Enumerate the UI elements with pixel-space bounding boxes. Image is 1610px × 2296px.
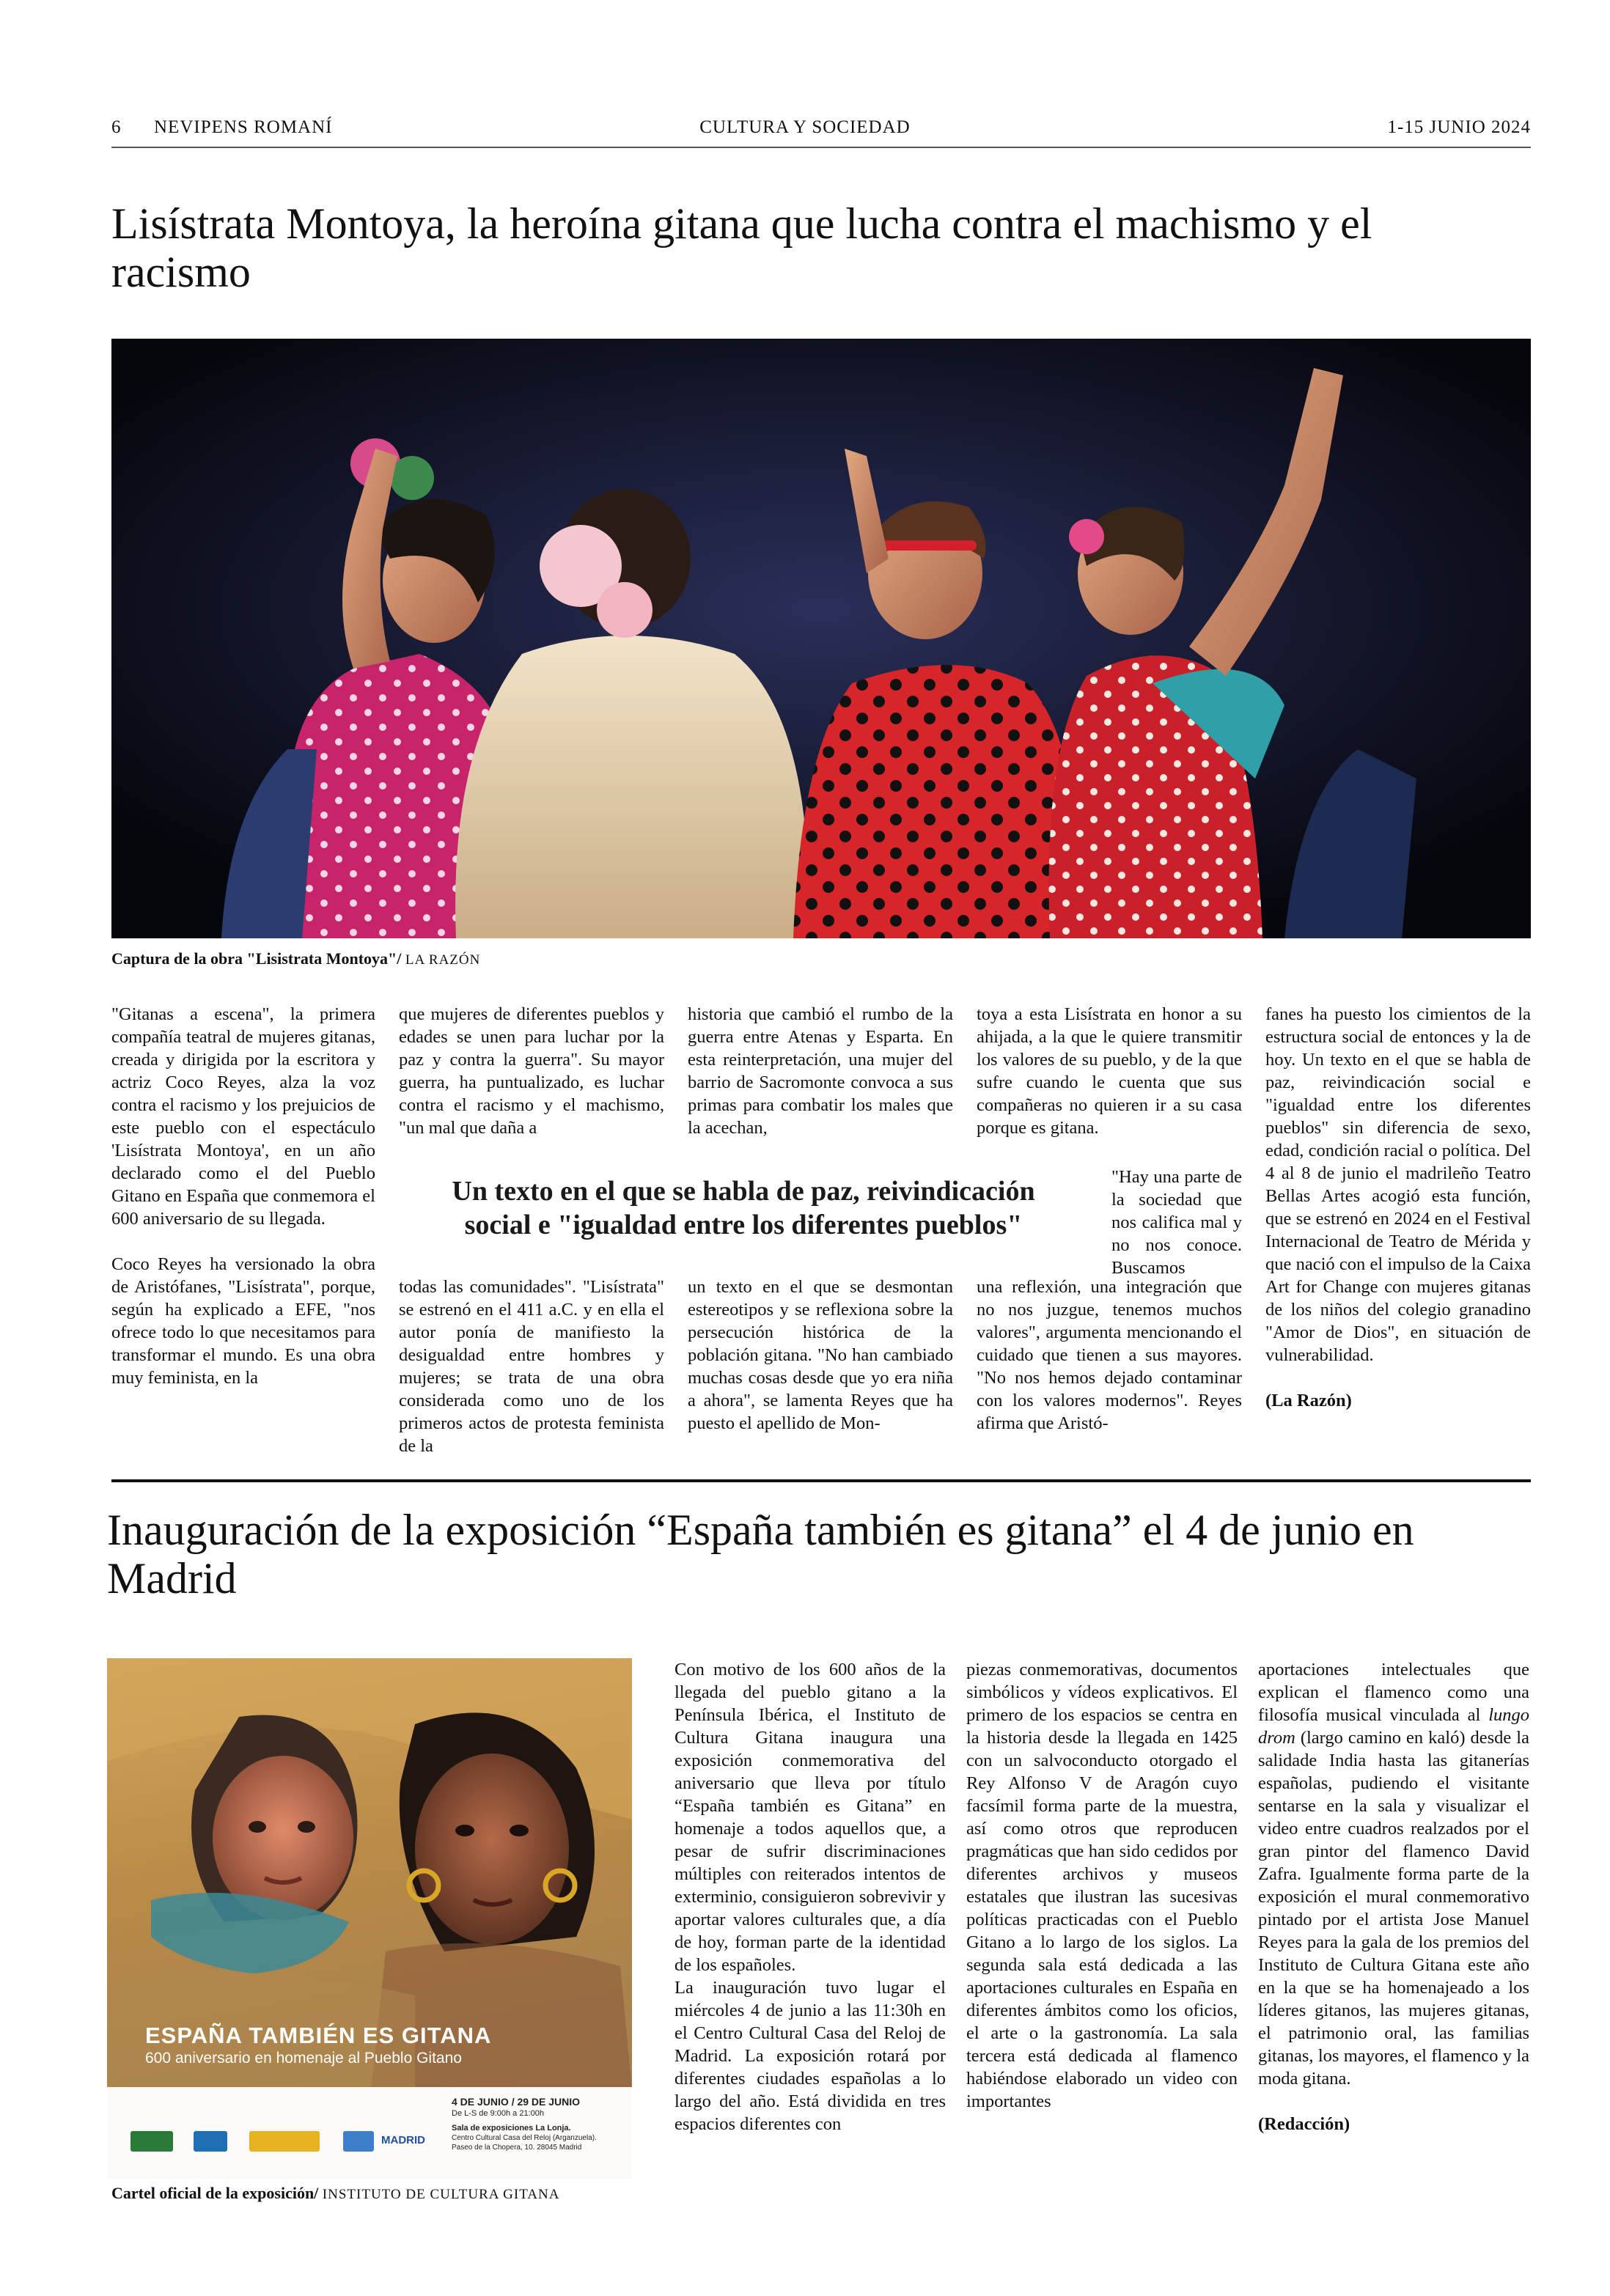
article1-headline: Lisístrata Montoya, la heroína gitana que lucha contra el machismo y el racismo xyxy=(111,199,1372,296)
article2-paragraph: La inauguración tuvo lugar el miércoles 4 de junio a las 11:30h en el Centro Cultural Casa del Reloj de Madrid. La exposición rotará por diferentes ciudades españolas a lo largo del año. Está dividida en tres espacios diferentes con xyxy=(674,1978,946,2134)
article1-column-3a: historia que cambió el rumbo de la guerra entre Atenas y Esparta. En esta reinterpretación, una mujer del barrio de Sacromonte convoca a sus primas para combatir los males que la acechan, xyxy=(688,1004,953,1138)
pullquote-line-1: Un texto en el que se habla de paz, reivindicación xyxy=(452,1176,1035,1207)
page-number: 6 xyxy=(111,117,122,137)
article1-column-4-quote: "Hay una parte de la sociedad que nos califica mal y no nos conoce. Buscamos xyxy=(1111,1167,1242,1278)
poster-venue-address-1: Centro Cultural Casa del Reloj (Arganzuela). xyxy=(452,2134,597,2142)
article1-signature: (La Razón) xyxy=(1265,1391,1352,1410)
article2-column-3 xyxy=(1258,1658,1529,2135)
article1-column-4b: una reflexión, una integración que no nos juzgue, tenemos muchos valores", argumenta mencionando el cuidado que tienen a sus mayores. "No nos hemos dejado contaminar con los valores modernos". Reyes afirma que Aristó- xyxy=(977,1277,1242,1433)
exhibition-poster xyxy=(107,1658,632,2179)
article1-paragraph: "Gitanas a escena", la primera compañía teatral de mujeres gitanas, creada y dirigida por la escritora y actriz Coco Reyes, alza la voz contra el racismo y los prejuicios de este pueblo con el espectáculo 'Lisístrata Montoya', en un año declarado como el del Pueblo Gitano en España que conmemora el 600 aniversario de su llegada. xyxy=(111,1004,375,1229)
article2-col3-pre: aportaciones intelectuales que explican el flamenco como una filosofía musical vinculada al xyxy=(1258,1660,1529,1725)
article2-headline: Inauguración de la exposición “España también es gitana” el 4 de junio en Madrid xyxy=(107,1506,1414,1603)
article2-col3-post: (largo camino en kaló) desde la salidade India hasta las gitanerías españolas, pudiendo el visitante sentarse en la sala y visualizar el video entre cuadros realzados por el gran pintor del flamenco David Zafra. Igualmente forma parte de la exposición el mural conmemorativo pintado por el artista Jose Manuel Reyes para la gala de los premios del Instituto de Cultura Gitana este año en la que se ha homenajeado a los líderes gitanos, las mujeres gitanas, el patrimonio oral, las familias gitanas, los mayores, el flamenco y la moda gitana. xyxy=(1258,1728,1529,2089)
poster-caption xyxy=(111,2183,559,2205)
poster-hours: De L-S de 9:00h a 21:00h xyxy=(452,2109,544,2118)
article2-column-2: piezas conmemorativas, documentos simbólicos y vídeos explicativos. El primero de los espacios se centra en la historia desde la llegada en 1425 con un salvoconducto otorgado el Rey Alfonso V de Aragón cuyo facsímil forma parte de la muestra, así como otros que reproducen pragmáticas que han sido cedidos por diferentes archivos y museos estatales que ilustran las sucesivas políticas practicadas con el Pueblo Gitano a lo largo de los siglos. La segunda sala está dedicada a las aportaciones culturales en España en diferentes ámbitos como los oficios, el arte o la gastronomía. La sala tercera está dedicada al flamenco habiéndose elaborado un video con importantes xyxy=(966,1660,1238,2111)
poster-dates: 4 DE JUNIO / 29 DE JUNIO xyxy=(452,2096,581,2108)
publication-name: NEVIPENS ROMANÍ xyxy=(154,117,333,137)
article2-signature: (Redacción) xyxy=(1258,2114,1350,2134)
article1-photo-caption xyxy=(111,949,480,971)
madrid-logo: MADRID xyxy=(381,2134,425,2146)
ministry-logo xyxy=(194,2131,227,2152)
article1-paragraph: Coco Reyes ha versionado la obra de Aristófanes, "Lisístrata", porque, según ha explicado a EFE, "nos ofrece todo lo que necesitamos para transformar el mundo. Es una obra muy feminista, en la xyxy=(111,1254,375,1388)
article1-column-3b: un texto en el que se desmontan estereotipos y se reflexiona sobre la persecución histórica de la población gitana. "No han cambiado muchas cosas desde que yo era niña a ahora", se lamenta Reyes que ha puesto el apellido de Mon- xyxy=(688,1277,953,1433)
issue-date: 1-15 JUNIO 2024 xyxy=(1387,117,1531,137)
article1-column-1 xyxy=(111,1003,375,1389)
stage-photo-illustration xyxy=(111,339,1531,938)
poster-footer xyxy=(107,2087,632,2179)
header-rule xyxy=(111,147,1531,148)
article-separator xyxy=(111,1479,1531,1482)
gobierno-de-espana-logo xyxy=(249,2131,320,2152)
article1-column-2b: todas las comunidades". "Lisístrata" se estrenó en el 411 a.C. y en ella el autor ponía de manifiesto la desigualdad entre hombres y mujeres; se trata de una obra considerada como uno de los primeros actos de protesta feminista de la xyxy=(399,1277,664,1456)
poster-venue-name: Sala de exposiciones La Lonja. xyxy=(452,2124,571,2133)
article2-paragraph: Con motivo de los 600 años de la llegada del pueblo gitano a la Península Ibérica, el Instituto de Cultura Gitana inaugura una exposición conmemorativa del aniversario que lleva por título “España también es Gitana” en homenaje a todos aquellos que, a pesar de sufrir discriminaciones múltiples con reiterados intentos de exterminio, consiguieron sobrevivir y aportar valores culturales que, a día de hoy, forman parte de la identidad de los españoles. xyxy=(674,1660,946,1975)
article1-paragraph: fanes ha puesto los cimientos de la estructura social de entonces y la de hoy. Un texto en el que se habla de paz, reivindicación social e "igualdad entre los diferentes pueblos" sin diferencia de sexo, edad, condición racial o política. Del 4 al 8 de junio el madrileño Teatro Bellas Artes acogió esta función, que se estrenó en 2024 en el Festival Internacional de Teatro de Mérida y que nació con el impulso de la Caixa Art for Change con mujeres gitanas de los niños del colegio granadino "Amor de Dios", en situación de vulnerabilidad. xyxy=(1265,1004,1531,1365)
poster-venue-address-2: Paseo de la Chopera, 10. 28045 Madrid xyxy=(452,2144,582,2152)
article2-col3-italic: lungo drom xyxy=(1258,1705,1529,1748)
institutional-logo xyxy=(343,2131,374,2152)
poster-caption-text: Cartel oficial de la exposición/ xyxy=(111,2184,319,2202)
article1-caption-source: LA RAZÓN xyxy=(405,952,481,968)
instituto-cultura-gitana-logo xyxy=(131,2131,173,2152)
article1-column-2a: que mujeres de diferentes pueblos y edades se unen para luchar por la paz y contra la guerra". Su mayor guerra, ha puntualizado, es luchar contra el racismo y el machismo, "un mal que daña a xyxy=(399,1004,664,1138)
article1-column-4a: toya a esta Lisístrata en honor a su ahijada, a la que le quiere transmitir los valores de su pueblo, y de la que sufre cuando le cuenta que sus compañeras no quieren ir a su casa porque es gitana. xyxy=(977,1004,1242,1138)
article2-paragraph xyxy=(1258,1658,1529,2090)
section-name: CULTURA Y SOCIEDAD xyxy=(699,117,911,137)
pullquote-line-2: social e "igualdad entre los diferentes pueblos" xyxy=(464,1210,1023,1240)
article1-pullquote xyxy=(399,1174,1088,1242)
poster-subtitle: 600 aniversario en homenaje al Pueblo Gitano xyxy=(145,2050,462,2067)
article1-photo xyxy=(111,339,1531,938)
poster-caption-source: INSTITUTO DE CULTURA GITANA xyxy=(322,2187,560,2202)
article2-column-1 xyxy=(674,1658,946,2135)
article1-column-5 xyxy=(1265,1003,1531,1412)
poster-title: ESPAÑA TAMBIÉN ES GITANA xyxy=(145,2023,492,2048)
article1-caption-text: Captura de la obra "Lisistrata Montoya"/ xyxy=(111,949,402,968)
